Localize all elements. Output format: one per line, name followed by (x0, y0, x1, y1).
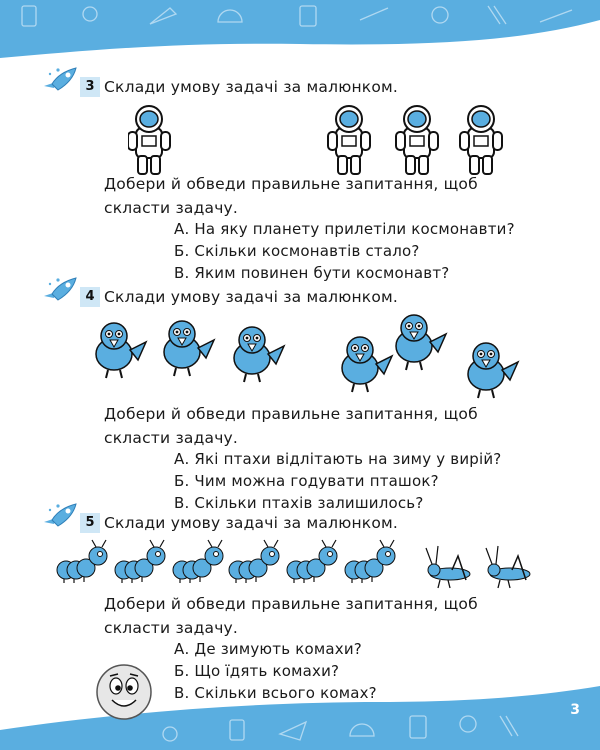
caterpillar (57, 540, 107, 583)
task-question: Добери й обведи правильне запитання, щоб скласти задачу. (104, 175, 478, 217)
smiley-face-icon (94, 662, 154, 722)
caterpillar (345, 540, 395, 583)
answer-option[interactable]: Б. Що їдять комахи? (174, 662, 340, 680)
insects-picture (56, 534, 556, 594)
page-number: 3 (570, 702, 580, 718)
task-heading: Склади умову задачі за малюнком. (104, 288, 399, 306)
answer-option[interactable]: А. Де зимують комахи? (174, 640, 362, 658)
task-number: 4 (80, 287, 100, 307)
task-number: 3 (80, 77, 100, 97)
answer-option[interactable]: Б. Чим можна годувати пташок? (174, 472, 439, 490)
astronaut (328, 106, 370, 174)
answer-option[interactable]: А. Які птахи відлітають на зиму у вирій? (174, 450, 502, 468)
bird (234, 327, 284, 382)
astronaut (460, 106, 502, 174)
rocket-icon (42, 274, 82, 306)
birds-picture (92, 312, 582, 400)
caterpillar (115, 540, 165, 583)
caterpillar (287, 540, 337, 583)
task-question: Добери й обведи правильне запитання, щоб скласти задачу. (104, 595, 478, 637)
top-decor-band (0, 0, 600, 62)
rocket-icon (42, 500, 82, 532)
answer-option[interactable]: А. На яку планету прилетіли космонавти? (174, 220, 515, 238)
task-question: Добери й обведи правильне запитання, щоб скласти задачу. (104, 405, 478, 447)
answer-option[interactable]: В. Яким повинен бути космонавт? (174, 264, 450, 282)
task-number: 5 (80, 513, 100, 533)
bird (164, 321, 214, 376)
astronaut (128, 106, 170, 174)
caterpillar (173, 540, 223, 583)
task-heading: Склади умову задачі за малюнком. (104, 78, 399, 96)
answer-options (174, 448, 501, 514)
task-heading: Склади умову задачі за малюнком. (104, 514, 399, 532)
bird (396, 315, 446, 370)
answer-option[interactable]: В. Скільки всього комах? (174, 684, 377, 702)
astronaut (396, 106, 438, 174)
caterpillar (229, 540, 279, 583)
bird (468, 343, 518, 398)
answer-options (174, 218, 515, 284)
grasshopper (486, 546, 530, 588)
bird (96, 323, 146, 378)
answer-option[interactable]: В. Скільки птахів залишилось? (174, 494, 424, 512)
bird (342, 337, 392, 392)
astronauts-picture (128, 104, 548, 180)
bottom-decor-band (0, 672, 600, 750)
grasshopper (426, 546, 470, 588)
rocket-icon (42, 64, 82, 96)
answer-option[interactable]: Б. Скільки космонавтів стало? (174, 242, 420, 260)
